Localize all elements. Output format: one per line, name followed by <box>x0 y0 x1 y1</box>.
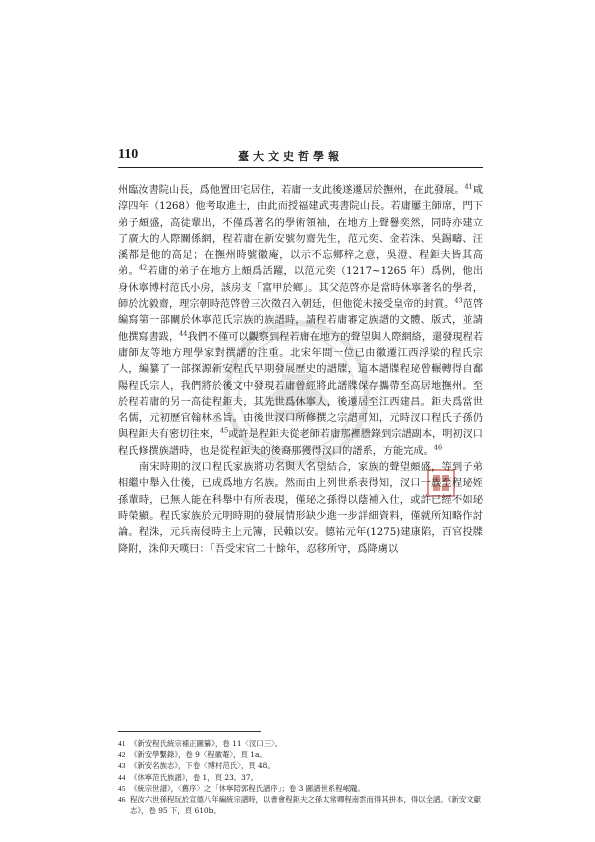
paragraph-2: 南宋時期的汊口程氏家族將功名與人名望結合，家族的聲望頗盛，等到子弟相繼中舉入仕後，已成爲地方名族。然而由上列世系表得知，汊口一族至程珌姪孫輩時，已無人能在科舉中有所表現，僅珌之孫得以蔭補入仕，或許已經不如珌時榮顯。程氏家族於元明時期的發展情形缺少進一步詳細資料，僅就所知略作討論。程洙，元兵南侵時主上元簿，民賴以安。德祐元年(1275)建康陷，百官投牒降附，洙仰天嘆曰：「吾受宋官二十餘年，忍移所守，爲降虜以 <box>118 462 483 555</box>
footnote-41: 41 《新安程氏統宗補正圖纂》，卷 11〈汊口三〉。 <box>118 739 283 748</box>
footnote-43: 43 《新安名族志》，下卷〈博村范氏〉，頁 48。 <box>118 761 275 771</box>
footnote-ref-45[interactable]: 45 <box>219 427 229 436</box>
header-rule <box>118 167 483 168</box>
footnote-ref-46[interactable]: 46 <box>433 443 443 452</box>
main-text <box>118 183 483 558</box>
footnote-ref-44[interactable]: 44 <box>179 329 188 338</box>
footnote-44: 44 《休寧范氏族譜》，卷 1，頁 23、37。 <box>118 772 258 782</box>
journal-title: 臺大文史哲學報 <box>238 150 343 163</box>
footnote-ref-41[interactable]: 41 <box>464 182 473 191</box>
footnote-45: 45 《統宗世譜》，〈舊序〉之「休寧陪郭程氏譜序」；卷 3 圖譜世系程岷隴。 <box>118 783 365 793</box>
footnote-ref-42[interactable]: 42 <box>138 264 148 273</box>
footnotes <box>118 738 483 816</box>
footnote-rule <box>118 731 261 732</box>
footnote-ref-43[interactable]: 43 <box>454 296 463 305</box>
footnote-42: 42 《新安學繫錄》，卷 9〈程徽菴〉，頁 1a。 <box>118 750 267 760</box>
page-number: 110 <box>118 147 139 162</box>
page-header <box>118 147 483 165</box>
footnote-46: 46 程汝六世孫程玩於宣德八年編統宗譜時，以書會程鉅夫之孫太常卿程南雲而得其拼本，得以全譜。《新安文獻志》，卷 95 下，頁 610b。 <box>118 795 482 816</box>
paragraph-1: 州臨汝書院山長，爲他置田宅居住，若庸一支此後遂遷居於撫州，在此發展。$^{41}$咸淳四年（1268）他考取進士，由此而授福建武夷書院山長。若庸屢主師席，門下弟子頗盛，高徒輩出，不僅爲著名的學術領袖，在地方上聲譽奕然，同時亦建立了廣大的人際關係網，程若庸在新安號勿齋先生，范元奕、金若洙、吳錫疇、汪溪都是他的高足；在撫州時號徽庵，以示不忘鄉梓之意，吳澄、程鉅夫皆其高弟。$^{42}$若庸的弟子在地方上頗爲活躍，以范元奕（1217~1265 年）爲例，他出身休寧博村范氏小房，該房支「富甲於鄉」。其父范啓亦是當時休寧著名的學者，師於沈毅齋，理宗朝時范啓曾三次徵召入朝廷，但他從未接受皇帝的封賞。$^{43}$范啓編寫第一部關於休寧范氏宗族的族譜時，請程若庸審定族譜的文體、版式，並請他撰寫書跋，$^{44}$我們不僅可以觀察到程若庸在地方的聲望與人際網絡，還發現程若庸師友等地方理學家對撰譜的注重。北宋年間一位已由徽遷江西浮梁的程氏宗人，編纂了一部探源新安程氏早期發展歷史的譜牒，這本譜牒程珌曾輾轉得自鄱陽程氏宗人，我們將於後文中發現若庸曾經將此譜牒保存攜帶至高居地撫州。至於程若庸的另一高徒程鉅夫，其先世爲休寧人，後遷居至江西建昌。鉅夫爲當世名儒，元初歷官翰林丞旨。由後世汊口所修撰之宗譜可知，元時汊口程氏子孫仍與程鉅夫有密切往來，$^{45}$或許是程鉅夫從老師若庸那裡謄錄到宗譜副本，明初汊口程氏修撰族譜時，也是從程鉅夫的後裔那獲得汊口的譜系，方能完成。$^{46}$ <box>118 182 484 457</box>
